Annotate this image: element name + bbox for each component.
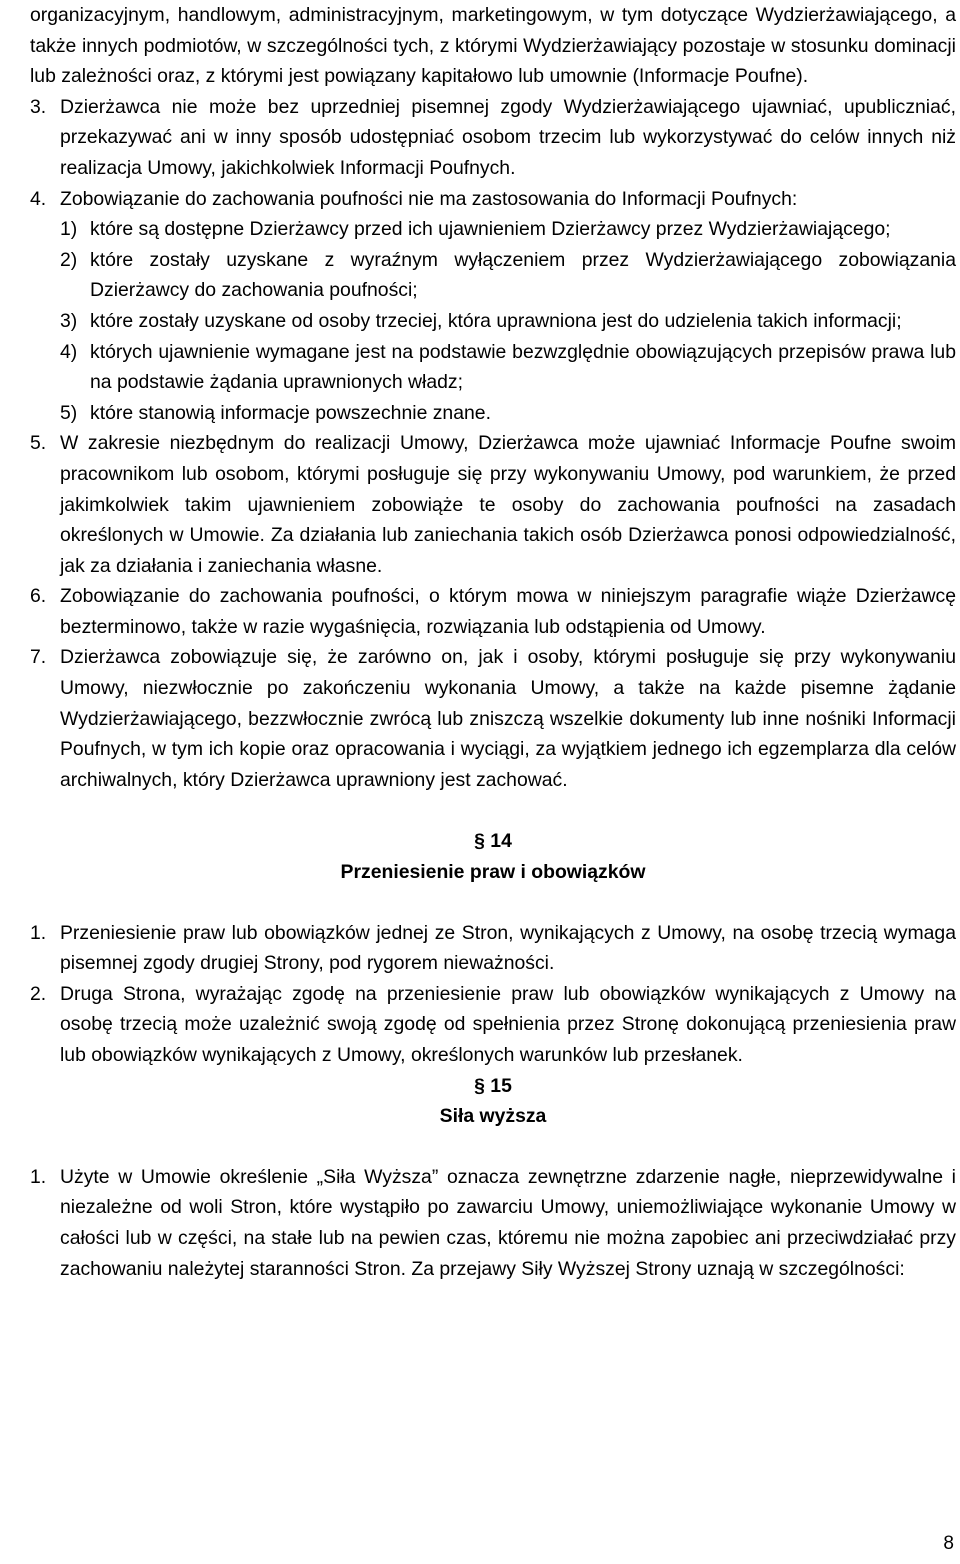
- subclause-number: 3): [60, 309, 78, 332]
- spacer: [30, 795, 956, 826]
- clause-text: Druga Strona, wyrażając zgodę na przeniesienie praw lub obowiązków wynikających z Umowy na osobę trzecią może uzależnić swoją zgodę od spełnienia przez Stronę dokonującą przeniesienia praw lub obowiązków wynikających z Umowy, określonych warunków lub przesłanek.: [60, 982, 956, 1066]
- clause-text: Zobowiązanie do zachowania poufności, o którym mowa w niniejszym paragrafie wiąże Dzierżawcę bezterminowo, także w razie wygaśnięcia, rozwiązania lub odstąpienia od Umowy.: [60, 585, 956, 638]
- clause-text: Dzierżawca zobowiązuje się, że zarówno on, jak i osoby, którymi posługuje się przy wykonywaniu Umowy, niezwłocznie po zakończeniu wykonania Umowy, a także na każde pisemne żądanie Wydzierżawiającego, bezzwłocznie zwrócą lub zniszczą wszelkie dokumenty lub inne nośniki Informacji Poufnych, w tym ich kopie oraz opracowania i wyciągi, za wyjątkiem jednego ich egzemplarza dla celów archiwalnych, który Dzierżawca uprawniony jest zachować.: [60, 646, 956, 791]
- clause-number: 6.: [30, 585, 47, 608]
- clause-text: Zobowiązanie do zachowania poufności nie ma zastosowania do Informacji Poufnych:: [60, 187, 798, 210]
- subclause-3: [30, 306, 956, 337]
- section-symbol: §: [474, 830, 485, 853]
- section-15-number: [30, 1071, 956, 1102]
- subclause-2: [30, 245, 956, 306]
- subclause-number: 4): [60, 340, 78, 363]
- clause-14-2: [30, 979, 956, 1071]
- clause-13-3: [30, 92, 956, 184]
- spacer: [30, 888, 956, 918]
- subclause-1: [30, 214, 956, 245]
- subclause-number: 5): [60, 401, 78, 424]
- section-14-number: [30, 826, 956, 857]
- subclause-text: które zostały uzyskane z wyraźnym wyłączeniem przez Wydzierżawiającego zobowiązania Dzierżawcy do zachowania poufności;: [90, 248, 956, 302]
- clause-number: 5.: [30, 432, 47, 455]
- section-15-title: Siła wyższa: [439, 1105, 547, 1128]
- subclause-number: 2): [60, 248, 78, 271]
- subclause-number: 1): [60, 218, 78, 241]
- clause-text: W zakresie niezbędnym do realizacji Umowy, Dzierżawca może ujawniać Informacje Poufne swoim pracownikom lub osobom, którymi posługuje się przy wykonywaniu Umowy, pod warunkiem, że przed jakimkolwiek takim ujawnieniem zobowiąże te osoby do zachowania poufności na zasadach określonych w Umowie. Za działania lub zaniechania takich osób Dzierżawca ponosi odpowiedzialność, jak za działania i zaniechania własne.: [60, 432, 956, 577]
- clause-13-6: [30, 581, 956, 642]
- clause-13-4: [30, 184, 956, 215]
- subclause-text: które są dostępne Dzierżawcy przed ich ujawnieniem Dzierżawcy przez Wydzierżawiającego;: [90, 218, 891, 241]
- clause-text: Użyte w Umowie określenie „Siła Wyższa” oznacza zewnętrzne zdarzenie nagłe, nieprzewidywalne i niezależne od woli Stron, które wystąpiło po zawarciu Umowy, uniemożliwiające wykonanie Umowy w całości lub w części, na stałe lub na pewien czas, któremu nie można zapobiec ani przeciwdziałać przy zachowaniu należytej staranności Stron. Za przejawy Siły Wyższej Strony uznają w szczególności:: [60, 1165, 956, 1280]
- clause-number: 1.: [30, 1165, 47, 1188]
- clause-number: 4.: [30, 187, 47, 210]
- subclause-text: które zostały uzyskane od osoby trzeciej, która uprawniona jest do udzielenia takich informacji;: [90, 309, 902, 332]
- clause-text: Przeniesienie praw lub obowiązków jednej ze Stron, wynikających z Umowy, na osobę trzecią wymaga pisemnej zgody drugiej Strony, pod rygorem nieważności.: [60, 921, 956, 975]
- subclause-text: których ujawnienie wymagane jest na podstawie bezwzględnie obowiązujących przepisów prawa lub na podstawie żądania uprawnionych władz;: [90, 340, 956, 394]
- subclause-5: [30, 398, 956, 429]
- clause-13-7: [30, 642, 956, 795]
- intro-continuation: organizacyjnym, handlowym, administracyjnym, marketingowym, w tym dotyczące Wydzierżawiającego, a także innych podmiotów, w szczególności tych, z którymi Wydzierżawiający pozostaje w stosunku dominacji lub zależności oraz, z którymi jest powiązany kapitałowo lub umownie (Informacje Poufne).: [30, 4, 956, 88]
- section-symbol: §: [474, 1074, 485, 1097]
- spacer: [30, 1132, 956, 1162]
- clause-number: 1.: [30, 921, 47, 944]
- clause-text: Dzierżawca nie może bez uprzedniej pisemnej zgody Wydzierżawiającego ujawniać, upubliczniać, przekazywać ani w inny sposób udostępniać osobom trzecim lub wykorzystywać do celów innych niż realizacja Umowy, jakichkolwiek Informacji Poufnych.: [60, 95, 956, 179]
- subclause-text: które stanowią informacje powszechnie znane.: [90, 401, 491, 424]
- clause-14-1: [30, 918, 956, 979]
- clause-13-5: [30, 428, 956, 581]
- section-14-title: Przeniesienie praw i obowiązków: [340, 861, 646, 884]
- section-number: 14: [490, 830, 512, 853]
- clause-number: 2.: [30, 982, 47, 1005]
- document-body: [30, 0, 956, 1284]
- section-number: 15: [490, 1074, 512, 1097]
- subclause-4: [30, 337, 956, 398]
- clause-15-1: [30, 1162, 956, 1284]
- clause-number: 7.: [30, 646, 47, 669]
- clause-number: 3.: [30, 95, 47, 118]
- page-number: 8: [943, 1533, 954, 1554]
